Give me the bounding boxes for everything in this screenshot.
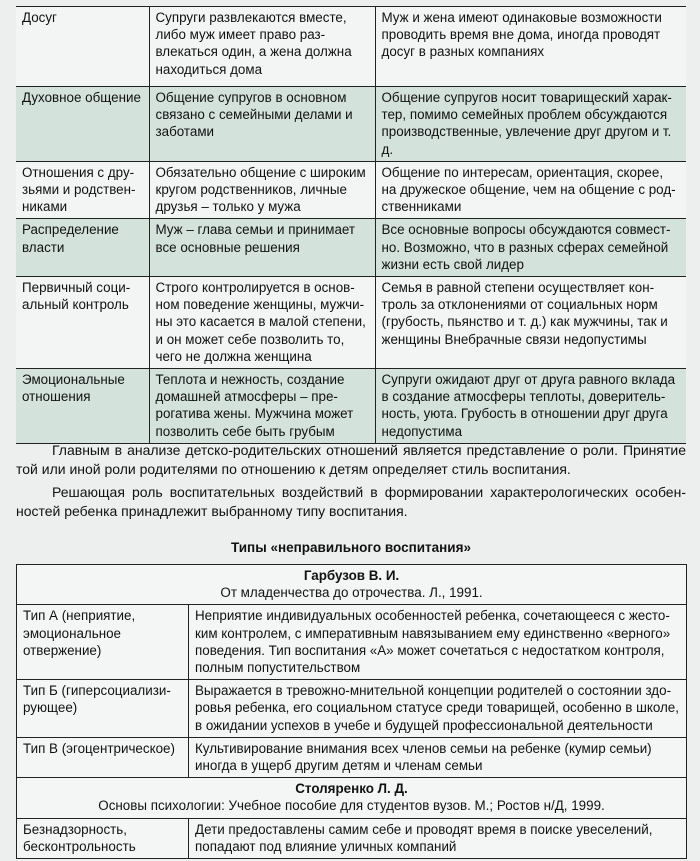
table-row bbox=[16, 87, 686, 162]
author-cell bbox=[17, 778, 687, 818]
type-description: Дети предоставлены самим себе и проводят время в поиске увеселений, попадают под влияние уличных компаний bbox=[189, 818, 687, 858]
egalitarian-cell: Семья в равной степени осуществляет контроль за отклонениями от социальных норм (грубость, пьянство и т. д.) как мужчины, так и женщины Внебрачные связи недопустимы bbox=[375, 277, 686, 369]
type-description: Неприятие индивидуальных особенностей ребенка, сочетающееся с жестоким контролем, с императивным навязыванием ему единственно «верного» поведения. Тип воспитания «А» может сочетаться с недостатком контроля, полным попустительством bbox=[189, 605, 687, 680]
type-description: Культивирование внимания всех членов семьи на ребенке (кумир семьи) иногда в ущерб другим детям и членам семьи bbox=[189, 737, 687, 777]
traditional-cell: Теплота и нежность, создание домашней атмосферы – прерогатива жены. Мужчина может позволить себе быть грубым bbox=[149, 369, 375, 444]
row-label: Эмоциональные отношения bbox=[16, 369, 149, 444]
type-label: Тип В (эгоцентрическое) bbox=[17, 737, 189, 777]
family-types-table bbox=[16, 6, 686, 444]
table-row bbox=[16, 369, 686, 444]
table-row bbox=[17, 737, 687, 777]
traditional-cell: Общение супругов в основном связано с семейными делами и заботами bbox=[149, 87, 375, 162]
type-label: Безнадзорность, бесконтрольность bbox=[17, 818, 189, 858]
row-label: Распределение власти bbox=[16, 219, 149, 277]
egalitarian-cell: Общение по интересам, ориентация, скорее, на дружеское общение, чем на общение с родственниками bbox=[375, 161, 686, 219]
traditional-cell: Супруги развлекаются вместе, либо муж имеет право развлекаться один, а жена должна находиться дома bbox=[149, 7, 375, 87]
row-label: Духовное общение bbox=[16, 87, 149, 162]
type-label: Тип А (неприятие, эмоциональное отвержение) bbox=[17, 605, 189, 680]
row-label: Первичный социальный контроль bbox=[16, 277, 149, 369]
author-row bbox=[17, 565, 687, 605]
traditional-cell: Муж – глава семьи и принимает все основные решения bbox=[149, 219, 375, 277]
author-source: Основы психологии: Учебное пособие для студентов вузов. М.; Ростов н/Д, 1999. bbox=[98, 798, 605, 814]
egalitarian-cell: Муж и жена имеют одинаковые возможности проводить время вне дома, иногда проводят досуг в разных компаниях bbox=[375, 7, 686, 87]
type-label: Тип Б (гиперсоциализирующее) bbox=[17, 680, 189, 738]
author-row bbox=[17, 778, 687, 818]
author-cell bbox=[17, 565, 687, 605]
table-row bbox=[17, 605, 687, 680]
table-row bbox=[17, 818, 687, 858]
egalitarian-cell: Общение супругов носит товарищеский характер, помимо семейных проблем обсуждаются производственные, увлечение друг другом и т. д. bbox=[375, 87, 686, 162]
egalitarian-cell: Супруги ожидают друг от друга равного вклада в создание атмосферы теплоты, доверительность, уюта. Грубость в отношении друг друга недопустима bbox=[375, 369, 686, 444]
row-label: Отношения с друзьями и родственниками bbox=[16, 161, 149, 219]
row-label: Досуг bbox=[16, 7, 149, 87]
table-row bbox=[16, 277, 686, 369]
table-row bbox=[16, 161, 686, 219]
table-row bbox=[16, 7, 686, 87]
author-source: От младенчества до отрочества. Л., 1991. bbox=[220, 585, 483, 601]
paragraph-roles: Главным в анализе детско-родительских отношений является представление о роли. Принятие той или иной роли родителями по отношению к детям определяет стиль воспитания. bbox=[16, 442, 686, 477]
author-name: Столяренко Л. Д. bbox=[295, 781, 408, 797]
egalitarian-cell: Все основные вопросы обсуждаются совместно. Возможно, что в разных сферах семейной жизни есть свой лидер bbox=[375, 219, 686, 277]
section-title: Типы «неправильного воспитания» bbox=[231, 540, 471, 555]
table-row bbox=[16, 219, 686, 277]
traditional-cell: Строго контролируется в основном поведение женщины, мужчины это касается в малой степени, и он может себе позволить то, чего не должна женщина bbox=[149, 277, 375, 369]
table-row bbox=[17, 680, 687, 738]
type-description: Выражается в тревожно-мнительной концепции родителей о состоянии здоровья ребенка, его социальном статусе среди товарищей, особенно в школе, в ожидании успехов в учебе и будущей профессиональной деятельности bbox=[189, 680, 687, 738]
author-name: Гарбузов В. И. bbox=[303, 568, 400, 583]
upbringing-types-table bbox=[16, 564, 687, 859]
traditional-cell: Обязательно общение с широким кругом родственников, личные друзья – только у мужа bbox=[149, 161, 375, 219]
paragraph-upbringing: Решающая роль воспитательных воздействий в формировании характерологических особенностей ребенка принадлежит выбранному типу воспитания. bbox=[16, 484, 686, 519]
